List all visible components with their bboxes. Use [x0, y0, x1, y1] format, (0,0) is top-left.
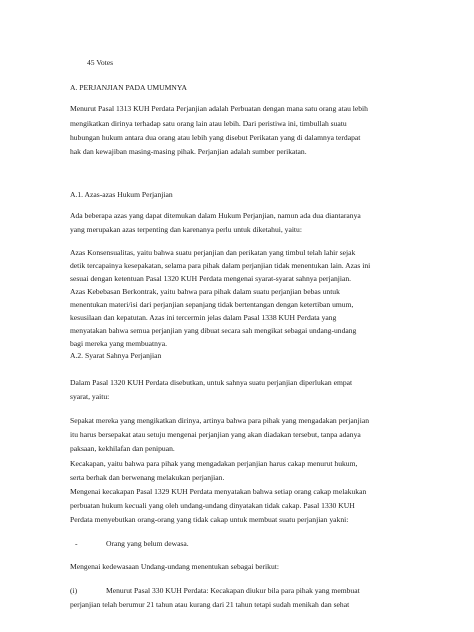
section-heading-a: A. PERJANJIAN PADA UMUMNYA	[70, 83, 188, 92]
paragraph-line: Mengenai kecakapan Pasal 1329 KUH Perdata menyatakan bahwa setiap orang cakap melakukan	[70, 487, 367, 496]
paragraph-line: hak dan kewajiban masing-masing pihak. Perjanjian adalah sumber perikatan.	[70, 147, 307, 156]
paragraph-line: Azas Konsensualitas, yaitu bahwa suatu perjanjian dan perikatan yang timbul telah lahir sejak	[70, 248, 356, 257]
paragraph-line: Menurut Pasal 1313 KUH Perdata Perjanjian adalah Perbuatan dengan mana satu orang atau lebih	[70, 104, 368, 113]
paragraph-line: Kecakapan, yaitu bahwa para pihak yang mengadakan perjanjian harus cakap menurut hukum,	[70, 459, 358, 468]
subsection-heading-a2: A.2. Syarat Sahnya Perjanjian	[70, 351, 162, 360]
list-item-line: Menurut Pasal 330 KUH Perdata: Kecakapan diukur bila para pihak yang membuat	[106, 586, 360, 595]
bullet-dash: -	[75, 539, 78, 548]
bullet-item: Orang yang belum dewasa.	[106, 539, 189, 548]
votes-count: 45 Votes	[87, 58, 114, 67]
paragraph-line: hubungan hukum antara dua orang atau lebih yang disebut Perikatan yang di dalamnya terdapat	[70, 133, 361, 142]
paragraph-line: sesuai dengan ketentuan Pasal 1320 KUH Perdata mengenai syarat-syarat sahnya perjanjian.	[70, 274, 352, 283]
paragraph-line: Perdata menyebutkan orang-orang yang tidak cakap untuk membuat suatu perjanjian yakni:	[70, 515, 349, 524]
list-item-line: perjanjian telah berumur 21 tahun atau kurang dari 21 tahun tetapi sudah menikah dan sehat	[70, 600, 350, 609]
paragraph-line: kesusilaan dan kepatutan. Azas ini tercermin jelas dalam Pasal 1338 KUH Perdata yang	[70, 313, 337, 322]
paragraph-line: itu harus bersepakat atau setuju mengenai perjanjian yang akan diadakan tersebut, tanpa adanya	[70, 430, 361, 439]
paragraph-line: Azas Kebebasan Berkontrak, yaitu bahwa para pihak dalam suatu perjanjian bebas untuk	[70, 287, 340, 296]
paragraph-line: serta berhak dan berwenang melakukan perjanjian.	[70, 473, 225, 482]
paragraph-line: syarat, yaitu:	[70, 392, 110, 401]
paragraph-line: menentukan materi/isi dari perjanjian sepanjang tidak bertentangan dengan ketertiban umum,	[70, 300, 354, 309]
paragraph-line: detik tercapainya kesepakatan, selama para pihak dalam perjanjian tidak menentukan lain. Azas ini	[70, 261, 371, 270]
paragraph-line: Dalam Pasal 1320 KUH Perdata disebutkan, untuk sahnya suatu perjanjian diperlukan empat	[70, 378, 353, 387]
paragraph-line: paksaan, kekhilafan dan penipuan.	[70, 444, 175, 453]
paragraph-line: perbuatan hukum kecuali yang oleh undang-undang dinyatakan tidak cakap. Pasal 1330 KUH	[70, 501, 355, 510]
paragraph-line: Sepakat mereka yang mengikatkan dirinya, artinya bahwa para pihak yang mengadakan perjanjian	[70, 416, 369, 425]
paragraph-line: Ada beberapa azas yang dapat ditemukan dalam Hukum Perjanjian, namun ada dua diantaranya	[70, 211, 361, 220]
paragraph-line: yang merupakan azas terpenting dan karenanya perlu untuk diketahui, yaitu:	[70, 225, 302, 234]
paragraph-line: Mengenai kedewasaan Undang-undang menentukan sebagai berikut:	[70, 562, 279, 571]
list-item-number: (i)	[70, 586, 78, 595]
subsection-heading-a1: A.1. Azas-azas Hukum Perjanjian	[70, 190, 173, 199]
paragraph-line: menyatakan bahwa semua perjanjian yang dibuat secara sah mengikat sebagai undang-undang	[70, 326, 357, 335]
paragraph-line: bagi mereka yang membuatnya.	[70, 339, 167, 348]
paragraph-line: mengikatkan dirinya terhadap satu orang lain atau lebih. Dari peristiwa ini, timbullah suatu	[70, 119, 347, 128]
